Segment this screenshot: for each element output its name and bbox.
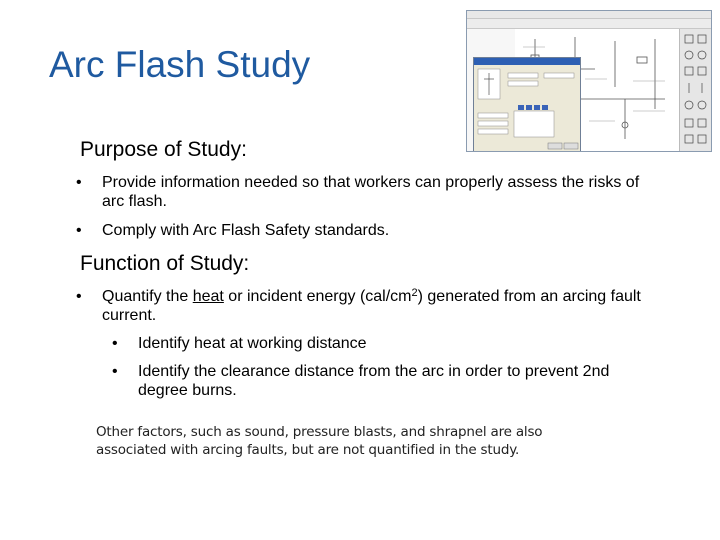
slide-title: Arc Flash Study xyxy=(49,44,311,85)
bullet-dot: • xyxy=(112,335,118,352)
bullet-dot: • xyxy=(76,174,82,191)
function-bullet-underlined-word: heat xyxy=(192,288,224,305)
sub-bullet-2 xyxy=(112,362,638,400)
footnote-text: Other factors, such as sound, pressure blasts, and shrapnel are also associated with arcing faults, but are not quantified in the study. xyxy=(96,424,543,458)
purpose-bullet-1 xyxy=(76,173,642,211)
purpose-heading: Purpose of Study: xyxy=(80,138,247,161)
function-bullet-text-start: Quantify the xyxy=(102,288,193,305)
sub-bullet-1-text: Identify heat at working distance xyxy=(138,335,367,352)
purpose-bullet-2-text: Comply with Arc Flash Safety standards. xyxy=(102,222,390,239)
function-bullet-text-end: ) generated from an arcing fault current. xyxy=(102,288,641,324)
screenshot-menubar xyxy=(467,11,711,19)
bullet-dot: • xyxy=(76,222,82,239)
function-bullet xyxy=(76,287,642,325)
function-bullet-text-middle: or incident energy (cal/cm xyxy=(223,288,412,305)
sub-bullet-1 xyxy=(112,334,638,353)
screenshot-symbol-palette xyxy=(679,29,712,151)
bullet-dot: • xyxy=(112,363,118,380)
bullet-dot: • xyxy=(76,288,82,305)
purpose-bullet-2 xyxy=(76,221,642,240)
screenshot-dialog-window xyxy=(473,57,581,152)
purpose-bullet-1-text: Provide information needed so that workers can properly assess the risks of arc flash. xyxy=(102,174,640,210)
screenshot-toolbar xyxy=(467,19,711,29)
palette-icons-graphic xyxy=(680,29,712,151)
function-bullet-superscript: 2 xyxy=(411,287,418,299)
dialog-contents-graphic xyxy=(474,65,580,152)
function-heading: Function of Study: xyxy=(80,252,250,275)
software-screenshot xyxy=(466,10,712,152)
sub-bullet-2-text: Identify the clearance distance from the arc in order to prevent 2nd degree burns. xyxy=(138,363,610,399)
screenshot-dialog-caption xyxy=(474,58,580,65)
